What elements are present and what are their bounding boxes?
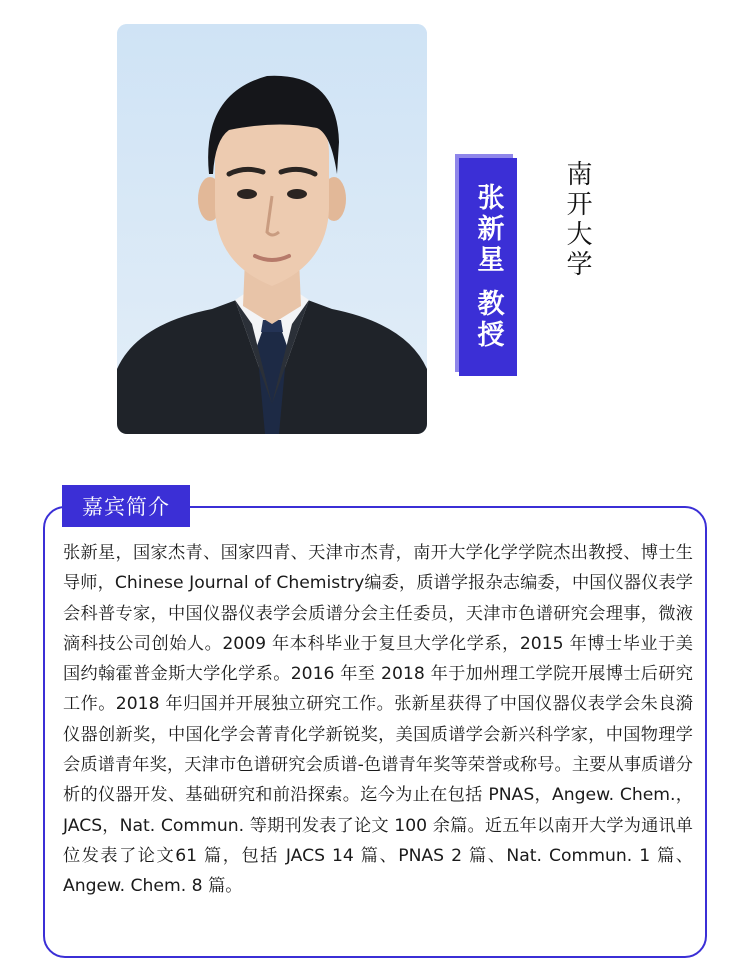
portrait-illustration: [117, 24, 427, 434]
name-title: 张新星 教授: [472, 182, 504, 352]
profile-photo: [117, 24, 427, 434]
affiliation: 南开大学: [562, 160, 592, 280]
intro-heading: 嘉宾简介: [62, 485, 190, 527]
name-title-banner: [459, 158, 517, 376]
intro-text: 张新星，国家杰青、国家四青、天津市杰青，南开大学化学学院杰出教授、博士生导师，Chinese Journal of Chemistry编委，质谱学报杂志编委，中国仪器仪表学会科普专家，中国仪器仪表学会质谱分会主任委员，天津市色谱研究会理事，微液滴科技公司创始人。2009 年本科毕业于复旦大学化学系，2015 年博士毕业于美国约翰霍普金斯大学化学系。2016 年至 2018 年于加州理工学院开展博士后研究工作。2018 年归国并开展独立研究工作。张新星获得了中国仪器仪表学会朱良漪仪器创新奖，中国化学会菁青化学新锐奖，美国质谱学会新兴科学家，中国物理学会质谱青年奖，天津市色谱研究会质谱-色谱青年奖等荣誉或称号。主要从事质谱分析的仪器开发、基础研究和前沿探索。迄今为止在包括 PNAS，Angew. Chem.，JACS，Nat. Commun. 等期刊发表了论文 100 余篇。近五年以南开大学为通讯单位发表了论文61 篇，包括 JACS 14 篇、PNAS 2 篇、Nat. Commun. 1 篇、Angew. Chem. 8 篇。: [63, 543, 693, 897]
